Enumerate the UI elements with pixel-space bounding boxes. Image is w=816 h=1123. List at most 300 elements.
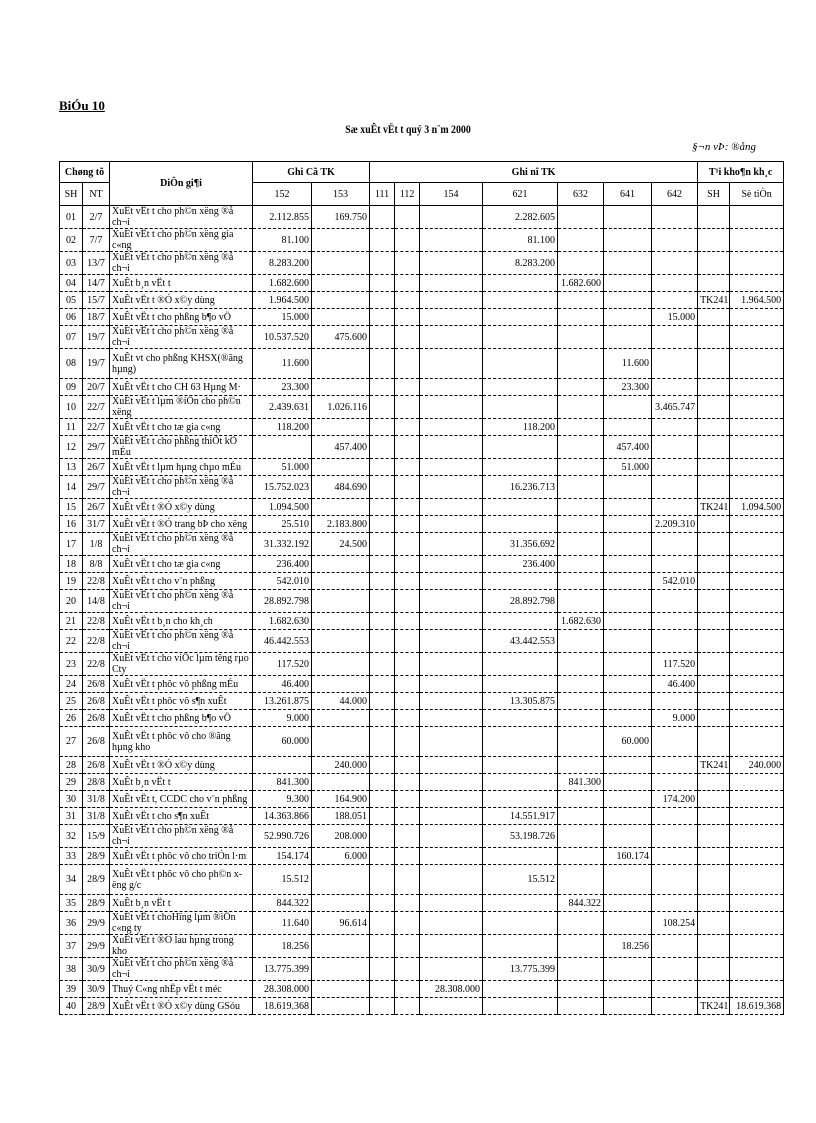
cell-debit-112 xyxy=(395,808,420,825)
cell-nt: 26/8 xyxy=(83,757,110,774)
cell-other-amount xyxy=(730,590,784,613)
cell-debit-632 xyxy=(558,912,604,935)
cell-debit-632 xyxy=(558,653,604,676)
cell-sh: 11 xyxy=(60,419,83,436)
cell-credit-152: 1.964.500 xyxy=(253,292,312,309)
cell-other-amount xyxy=(730,895,784,912)
cell-nt: 26/8 xyxy=(83,676,110,693)
cell-debit-154 xyxy=(420,252,483,275)
table-row xyxy=(60,808,784,825)
cell-sh: 38 xyxy=(60,958,83,981)
cell-debit-642 xyxy=(652,630,698,653)
cell-sh: 35 xyxy=(60,895,83,912)
cell-debit-154 xyxy=(420,459,483,476)
cell-debit-621: 31.356.692 xyxy=(483,533,558,556)
cell-debit-112 xyxy=(395,613,420,630)
cell-description: XuÊt vËt t cho viÖc lµm têng rµo Cty xyxy=(110,653,253,676)
cell-debit-642 xyxy=(652,774,698,791)
cell-credit-153 xyxy=(312,895,370,912)
cell-debit-632 xyxy=(558,419,604,436)
cell-debit-621 xyxy=(483,349,558,379)
cell-nt: 28/9 xyxy=(83,865,110,895)
cell-description: XuÊt vËt t ®Ó x©y dùng xyxy=(110,292,253,309)
cell-debit-642: 108.254 xyxy=(652,912,698,935)
cell-description: XuÊt vËt t choHïng lµm ®iÖn c«ng ty xyxy=(110,912,253,935)
table-row xyxy=(60,436,784,459)
cell-description: XuÊt vËt t ®Ó x©y dùng xyxy=(110,499,253,516)
cell-credit-153 xyxy=(312,252,370,275)
cell-other-amount xyxy=(730,676,784,693)
cell-debit-642 xyxy=(652,556,698,573)
cell-debit-112 xyxy=(395,757,420,774)
cell-other-account xyxy=(698,676,730,693)
header-account-112: 112 xyxy=(395,183,420,206)
table-row xyxy=(60,476,784,499)
cell-debit-642 xyxy=(652,419,698,436)
cell-debit-621: 53.198.726 xyxy=(483,825,558,848)
cell-debit-112 xyxy=(395,252,420,275)
cell-debit-641 xyxy=(604,825,652,848)
cell-other-account: TK241 xyxy=(698,998,730,1015)
table-row xyxy=(60,653,784,676)
cell-sh: 33 xyxy=(60,848,83,865)
cell-debit-112 xyxy=(395,516,420,533)
cell-description: XuÊt vËt t ®Ó trang bÞ cho xëng xyxy=(110,516,253,533)
cell-other-account xyxy=(698,808,730,825)
unit-note: §¬n vÞ: ®ång xyxy=(691,141,756,153)
cell-debit-154 xyxy=(420,912,483,935)
cell-debit-112 xyxy=(395,895,420,912)
table-row xyxy=(60,935,784,958)
cell-other-amount xyxy=(730,693,784,710)
cell-debit-154 xyxy=(420,693,483,710)
cell-debit-641: 18.256 xyxy=(604,935,652,958)
table-row xyxy=(60,774,784,791)
cell-debit-642: 542.010 xyxy=(652,573,698,590)
cell-description: Thuý C«ng nhËp vËt t méc xyxy=(110,981,253,998)
cell-credit-152: 46.400 xyxy=(253,676,312,693)
cell-debit-154 xyxy=(420,848,483,865)
cell-description: XuÊt vËt t cho ph©n xëng ®å ch¬i xyxy=(110,533,253,556)
cell-debit-154 xyxy=(420,476,483,499)
cell-sh: 21 xyxy=(60,613,83,630)
cell-credit-152: 2.112.855 xyxy=(253,206,312,229)
cell-sh: 18 xyxy=(60,556,83,573)
cell-description: XuÊt vËt t cho ph©n xëng ®å ch¬i xyxy=(110,630,253,653)
cell-credit-153 xyxy=(312,676,370,693)
table-row xyxy=(60,229,784,252)
header-account-621: 621 xyxy=(483,183,558,206)
cell-debit-112 xyxy=(395,774,420,791)
cell-nt: 8/8 xyxy=(83,556,110,573)
cell-debit-641 xyxy=(604,326,652,349)
cell-debit-621 xyxy=(483,895,558,912)
cell-debit-641 xyxy=(604,556,652,573)
cell-nt: 28/9 xyxy=(83,998,110,1015)
table-row xyxy=(60,693,784,710)
cell-debit-641 xyxy=(604,710,652,727)
cell-debit-632 xyxy=(558,292,604,309)
cell-debit-641 xyxy=(604,791,652,808)
cell-debit-621 xyxy=(483,912,558,935)
cell-description: XuÊt b¸n vËt t xyxy=(110,275,253,292)
cell-debit-632 xyxy=(558,935,604,958)
table-row xyxy=(60,865,784,895)
cell-debit-641 xyxy=(604,653,652,676)
table-row xyxy=(60,516,784,533)
cell-debit-641 xyxy=(604,590,652,613)
cell-debit-642 xyxy=(652,533,698,556)
cell-sh: 09 xyxy=(60,379,83,396)
cell-debit-642 xyxy=(652,865,698,895)
cell-credit-152: 1.682.630 xyxy=(253,613,312,630)
cell-nt: 31/8 xyxy=(83,791,110,808)
cell-other-account xyxy=(698,825,730,848)
cell-nt: 7/7 xyxy=(83,229,110,252)
cell-sh: 08 xyxy=(60,349,83,379)
cell-sh: 34 xyxy=(60,865,83,895)
cell-other-amount xyxy=(730,710,784,727)
cell-credit-152: 9.000 xyxy=(253,710,312,727)
header-account-111: 111 xyxy=(370,183,395,206)
cell-debit-642: 117.520 xyxy=(652,653,698,676)
header-account-641: 641 xyxy=(604,183,652,206)
cell-debit-111 xyxy=(370,459,395,476)
cell-debit-621 xyxy=(483,848,558,865)
cell-sh: 39 xyxy=(60,981,83,998)
cell-description: XuÊt vËt t cho ph©n xëng ®å ch¬i xyxy=(110,326,253,349)
cell-description: XuÊt vËt t ®Ó x©y dùng GSóu xyxy=(110,998,253,1015)
cell-debit-632 xyxy=(558,499,604,516)
cell-other-amount xyxy=(730,808,784,825)
cell-other-amount: 1.094.500 xyxy=(730,499,784,516)
table-row xyxy=(60,309,784,326)
cell-debit-641 xyxy=(604,516,652,533)
cell-debit-632 xyxy=(558,981,604,998)
cell-debit-111 xyxy=(370,693,395,710)
table-row xyxy=(60,895,784,912)
cell-debit-632 xyxy=(558,848,604,865)
cell-credit-153: 475.600 xyxy=(312,326,370,349)
cell-debit-112 xyxy=(395,912,420,935)
cell-debit-642 xyxy=(652,727,698,757)
cell-debit-112 xyxy=(395,998,420,1015)
cell-other-amount xyxy=(730,774,784,791)
cell-nt: 22/7 xyxy=(83,396,110,419)
cell-debit-641 xyxy=(604,476,652,499)
cell-debit-641 xyxy=(604,396,652,419)
cell-debit-642: 9.000 xyxy=(652,710,698,727)
cell-debit-154 xyxy=(420,292,483,309)
cell-description: XuÊt vËt t cho ph©n xëng gia c«ng xyxy=(110,229,253,252)
header-tai-kho: T¹i kho¶n kh¸c xyxy=(698,162,784,183)
cell-other-amount xyxy=(730,533,784,556)
cell-nt: 2/7 xyxy=(83,206,110,229)
cell-other-amount xyxy=(730,459,784,476)
cell-nt: 26/7 xyxy=(83,459,110,476)
cell-debit-642 xyxy=(652,326,698,349)
cell-debit-642 xyxy=(652,958,698,981)
cell-debit-641 xyxy=(604,981,652,998)
cell-credit-153 xyxy=(312,229,370,252)
cell-credit-153: 6.000 xyxy=(312,848,370,865)
cell-other-amount xyxy=(730,349,784,379)
cell-other-account xyxy=(698,379,730,396)
cell-other-amount xyxy=(730,825,784,848)
cell-debit-641 xyxy=(604,229,652,252)
table-row xyxy=(60,349,784,379)
cell-nt: 20/7 xyxy=(83,379,110,396)
cell-debit-154 xyxy=(420,326,483,349)
cell-description: XuÊt vËt t ®Ó x©y dùng xyxy=(110,757,253,774)
cell-debit-642 xyxy=(652,998,698,1015)
cell-credit-152: 8.283.200 xyxy=(253,252,312,275)
cell-other-account xyxy=(698,229,730,252)
table-row xyxy=(60,912,784,935)
cell-sh: 25 xyxy=(60,693,83,710)
cell-credit-153 xyxy=(312,419,370,436)
cell-other-account xyxy=(698,912,730,935)
cell-debit-641 xyxy=(604,757,652,774)
cell-credit-153: 44.000 xyxy=(312,693,370,710)
cell-credit-153: 457.400 xyxy=(312,436,370,459)
cell-credit-152: 117.520 xyxy=(253,653,312,676)
cell-other-account xyxy=(698,516,730,533)
cell-credit-152: 28.892.798 xyxy=(253,590,312,613)
cell-debit-112 xyxy=(395,379,420,396)
cell-debit-154 xyxy=(420,791,483,808)
cell-debit-642 xyxy=(652,613,698,630)
cell-debit-621: 14.551.917 xyxy=(483,808,558,825)
cell-other-account xyxy=(698,419,730,436)
cell-credit-152: 2.439.631 xyxy=(253,396,312,419)
table-row xyxy=(60,556,784,573)
cell-debit-632 xyxy=(558,808,604,825)
cell-credit-152: 25.510 xyxy=(253,516,312,533)
cell-other-account xyxy=(698,865,730,895)
cell-nt: 28/9 xyxy=(83,848,110,865)
table-row xyxy=(60,998,784,1015)
cell-other-account xyxy=(698,349,730,379)
cell-credit-153: 96.614 xyxy=(312,912,370,935)
table-row xyxy=(60,499,784,516)
cell-other-account xyxy=(698,774,730,791)
cell-credit-152: 844.322 xyxy=(253,895,312,912)
cell-sh: 19 xyxy=(60,573,83,590)
cell-other-amount xyxy=(730,630,784,653)
cell-nt: 26/8 xyxy=(83,693,110,710)
cell-debit-111 xyxy=(370,676,395,693)
cell-other-account xyxy=(698,459,730,476)
cell-debit-112 xyxy=(395,710,420,727)
cell-nt: 31/8 xyxy=(83,808,110,825)
cell-other-amount xyxy=(730,396,784,419)
cell-credit-152: 28.308.000 xyxy=(253,981,312,998)
cell-debit-632 xyxy=(558,309,604,326)
cell-nt: 26/7 xyxy=(83,499,110,516)
table-row xyxy=(60,590,784,613)
cell-debit-154 xyxy=(420,630,483,653)
cell-debit-112 xyxy=(395,396,420,419)
cell-debit-112 xyxy=(395,727,420,757)
cell-credit-153 xyxy=(312,935,370,958)
cell-other-account xyxy=(698,958,730,981)
cell-debit-111 xyxy=(370,556,395,573)
cell-other-amount xyxy=(730,309,784,326)
cell-other-account xyxy=(698,476,730,499)
cell-debit-112 xyxy=(395,958,420,981)
cell-debit-154 xyxy=(420,436,483,459)
cell-debit-642 xyxy=(652,349,698,379)
cell-debit-642 xyxy=(652,935,698,958)
cell-debit-111 xyxy=(370,349,395,379)
cell-debit-112 xyxy=(395,436,420,459)
cell-debit-621 xyxy=(483,613,558,630)
cell-sh: 15 xyxy=(60,499,83,516)
cell-debit-632 xyxy=(558,229,604,252)
cell-nt: 29/9 xyxy=(83,912,110,935)
cell-debit-112 xyxy=(395,693,420,710)
cell-other-account xyxy=(698,981,730,998)
cell-credit-153: 188.051 xyxy=(312,808,370,825)
cell-sh: 24 xyxy=(60,676,83,693)
cell-other-amount xyxy=(730,653,784,676)
cell-credit-152: 154.174 xyxy=(253,848,312,865)
cell-description: XuÊt vËt t phôc vô cho ®ãng hµng kho xyxy=(110,727,253,757)
cell-debit-632 xyxy=(558,630,604,653)
cell-nt: 15/9 xyxy=(83,825,110,848)
cell-other-amount xyxy=(730,935,784,958)
cell-debit-111 xyxy=(370,912,395,935)
cell-description: XuÊt vËt t cho ph©n xëng ®å ch¬i xyxy=(110,958,253,981)
cell-debit-154 xyxy=(420,309,483,326)
table-row xyxy=(60,533,784,556)
cell-nt: 15/7 xyxy=(83,292,110,309)
cell-other-account xyxy=(698,573,730,590)
cell-debit-111 xyxy=(370,499,395,516)
cell-description: XuÊt vËt t cho v¨n phßng xyxy=(110,573,253,590)
cell-debit-641 xyxy=(604,613,652,630)
cell-debit-154 xyxy=(420,757,483,774)
cell-credit-153 xyxy=(312,998,370,1015)
cell-debit-632 xyxy=(558,326,604,349)
cell-credit-153 xyxy=(312,958,370,981)
cell-other-amount xyxy=(730,865,784,895)
header-account-152: 152 xyxy=(253,183,312,206)
cell-debit-642 xyxy=(652,379,698,396)
cell-debit-632 xyxy=(558,516,604,533)
cell-other-amount xyxy=(730,573,784,590)
document-title: Sæ xuÊt vËt t quý 3 n¨m 2000 xyxy=(345,122,471,136)
table-row xyxy=(60,613,784,630)
cell-sh: 31 xyxy=(60,808,83,825)
cell-sh: 07 xyxy=(60,326,83,349)
cell-debit-621 xyxy=(483,459,558,476)
cell-debit-621 xyxy=(483,516,558,533)
cell-debit-154 xyxy=(420,499,483,516)
cell-description: XuÊt vËt t, CCDC cho v¨n phßng xyxy=(110,791,253,808)
cell-debit-112 xyxy=(395,206,420,229)
cell-other-account: TK241 xyxy=(698,499,730,516)
cell-credit-152: 81.100 xyxy=(253,229,312,252)
table-row xyxy=(60,710,784,727)
table-row xyxy=(60,326,784,349)
cell-debit-111 xyxy=(370,476,395,499)
cell-debit-154 xyxy=(420,727,483,757)
cell-debit-621: 8.283.200 xyxy=(483,252,558,275)
cell-debit-641 xyxy=(604,533,652,556)
table-row xyxy=(60,206,784,229)
cell-debit-112 xyxy=(395,229,420,252)
cell-credit-152: 15.000 xyxy=(253,309,312,326)
cell-other-account xyxy=(698,727,730,757)
cell-debit-641 xyxy=(604,630,652,653)
cell-debit-642 xyxy=(652,757,698,774)
table-row xyxy=(60,379,784,396)
cell-sh: 22 xyxy=(60,630,83,653)
cell-debit-621: 28.892.798 xyxy=(483,590,558,613)
cell-debit-621 xyxy=(483,774,558,791)
cell-credit-152: 236.400 xyxy=(253,556,312,573)
cell-nt: 31/7 xyxy=(83,516,110,533)
cell-debit-111 xyxy=(370,958,395,981)
cell-nt: 29/7 xyxy=(83,476,110,499)
cell-credit-153 xyxy=(312,459,370,476)
cell-debit-154 xyxy=(420,825,483,848)
cell-other-account xyxy=(698,590,730,613)
cell-debit-154 xyxy=(420,556,483,573)
cell-sh: 17 xyxy=(60,533,83,556)
cell-debit-112 xyxy=(395,825,420,848)
cell-debit-154 xyxy=(420,935,483,958)
cell-debit-632 xyxy=(558,676,604,693)
cell-sh: 14 xyxy=(60,476,83,499)
cell-debit-154 xyxy=(420,229,483,252)
cell-debit-154 xyxy=(420,653,483,676)
cell-debit-642 xyxy=(652,292,698,309)
cell-credit-153 xyxy=(312,865,370,895)
cell-other-account xyxy=(698,630,730,653)
cell-sh: 32 xyxy=(60,825,83,848)
cell-debit-632 xyxy=(558,757,604,774)
cell-debit-112 xyxy=(395,459,420,476)
cell-other-amount xyxy=(730,206,784,229)
cell-debit-621 xyxy=(483,710,558,727)
cell-debit-642: 46.400 xyxy=(652,676,698,693)
cell-debit-112 xyxy=(395,865,420,895)
cell-nt: 29/7 xyxy=(83,436,110,459)
cell-debit-632 xyxy=(558,998,604,1015)
cell-debit-641 xyxy=(604,206,652,229)
cell-debit-621: 118.200 xyxy=(483,419,558,436)
cell-sh: 28 xyxy=(60,757,83,774)
cell-credit-152: 46.442.553 xyxy=(253,630,312,653)
cell-debit-642 xyxy=(652,981,698,998)
cell-debit-112 xyxy=(395,292,420,309)
cell-description: XuÊt vËt t cho s¶n xuÊt xyxy=(110,808,253,825)
cell-sh: 10 xyxy=(60,396,83,419)
cell-debit-641: 23.300 xyxy=(604,379,652,396)
cell-debit-111 xyxy=(370,419,395,436)
cell-other-amount xyxy=(730,419,784,436)
cell-description: XuÊt vËt t cho tæ gia c«ng xyxy=(110,556,253,573)
cell-debit-111 xyxy=(370,710,395,727)
cell-description: XuÊt vËt t cho ph©n xëng ®å ch¬i xyxy=(110,476,253,499)
cell-nt: 26/8 xyxy=(83,727,110,757)
cell-debit-111 xyxy=(370,206,395,229)
cell-debit-621: 236.400 xyxy=(483,556,558,573)
cell-nt: 22/7 xyxy=(83,419,110,436)
